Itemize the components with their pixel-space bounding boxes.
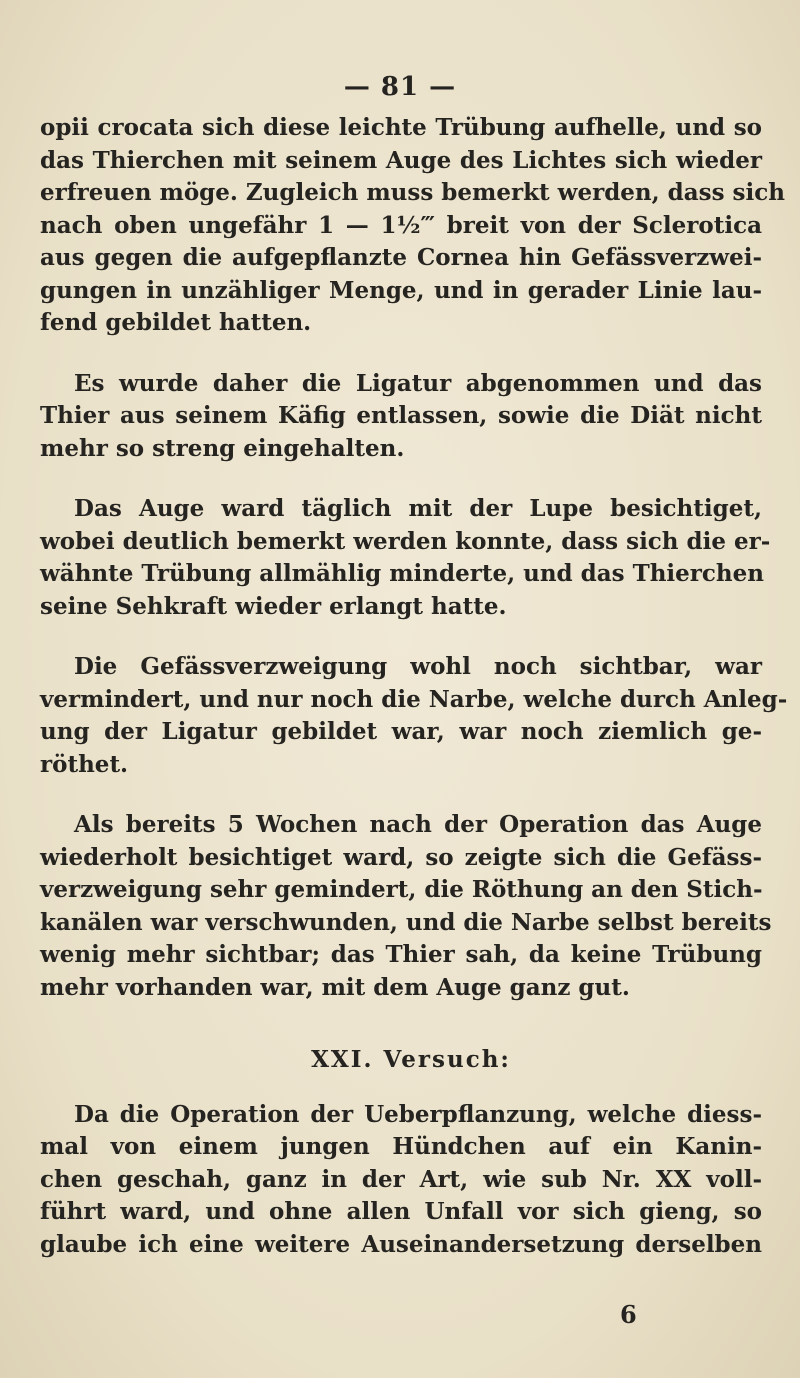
text-line: Das Auge ward täglich mit der Lupe besichtiget,	[74, 495, 762, 522]
text-line: aus gegen die aufgepflanzte Cornea hin Gefässverzwei-	[40, 244, 762, 271]
text-line: nach oben ungefähr 1 — 1½‴ breit von der Sclerotica	[40, 211, 762, 239]
paragraph-4	[40, 651, 788, 781]
section-gap	[40, 1004, 762, 1044]
text-line: ung der Ligatur gebildet war, war noch ziemlich ge-	[40, 718, 762, 745]
text-line: kanälen war verschwunden, und die Narbe selbst bereits	[40, 908, 772, 936]
text-line: wenig mehr sichtbar; das Thier sah, da keine Trübung	[40, 941, 762, 968]
text-line: Die Gefässverzweigung wohl noch sichtbar, war	[74, 653, 762, 680]
text-line: mehr so streng eingehalten.	[40, 434, 405, 462]
text-line: mal von einem jungen Hündchen auf ein Kanin-	[40, 1133, 762, 1160]
text-line: Es wurde daher die Ligatur abgenommen und das	[74, 369, 762, 397]
text-line: erfreuen möge. Zugleich muss bemerkt werden, dass sich	[40, 179, 785, 206]
text-line: vermindert, und nur noch die Narbe, welche durch Anleg-	[40, 685, 788, 713]
text-line: mehr vorhanden war, mit dem Auge ganz gut.	[40, 973, 630, 1001]
text-line: gungen in unzähliger Menge, und in gerader Linie lau-	[40, 276, 762, 304]
paragraph-2	[40, 368, 762, 466]
text-line: glaube ich eine weitere Auseinandersetzung derselben	[40, 1230, 762, 1258]
paragraph-6	[40, 1099, 762, 1262]
text-line: wähnte Trübung allmählig minderte, und das Thierchen	[40, 560, 764, 587]
text-line: fend gebildet hatten.	[40, 309, 312, 336]
paragraph-gap	[40, 340, 762, 368]
text-line: Da die Operation der Ueberpflanzung, welche diess-	[74, 1100, 762, 1128]
text-line: wobei deutlich bemerkt werden konnte, dass sich die er-	[40, 527, 771, 555]
paragraph-5	[40, 809, 772, 1004]
text-line: führt ward, und ohne allen Unfall vor sich gieng, so	[40, 1198, 762, 1225]
text-line: Als bereits 5 Wochen nach der Operation das Auge	[74, 811, 762, 838]
text-line: wiederholt besichtiget ward, so zeigte sich die Gefäss-	[40, 843, 762, 871]
paragraph-1	[40, 112, 785, 340]
signature-mark: 6	[620, 1300, 637, 1329]
paragraph-gap	[40, 465, 762, 493]
text-line: chen geschah, ganz in der Art, wie sub Nr. XX voll-	[40, 1165, 762, 1193]
page-body	[40, 112, 788, 1261]
text-line: verzweigung sehr gemindert, die Röthung an den Stich-	[40, 876, 763, 903]
paragraph-gap	[40, 623, 762, 651]
text-line: seine Sehkraft wieder erlangt hatte.	[40, 592, 507, 620]
text-line: opii crocata sich diese leichte Trübung aufhelle, und so	[40, 114, 762, 141]
paragraph-gap	[40, 781, 762, 809]
text-line: Thier aus seinem Käfig entlassen, sowie die Diät nicht	[40, 402, 762, 429]
section-heading: XXI. Versuch:	[311, 1046, 511, 1073]
paragraph-gap	[40, 1077, 762, 1099]
paragraph-3	[40, 493, 771, 623]
page-number: — 81 —	[343, 72, 457, 102]
text-line: das Thierchen mit seinem Auge des Lichtes sich wieder	[40, 146, 762, 174]
text-line: röthet.	[40, 750, 129, 778]
